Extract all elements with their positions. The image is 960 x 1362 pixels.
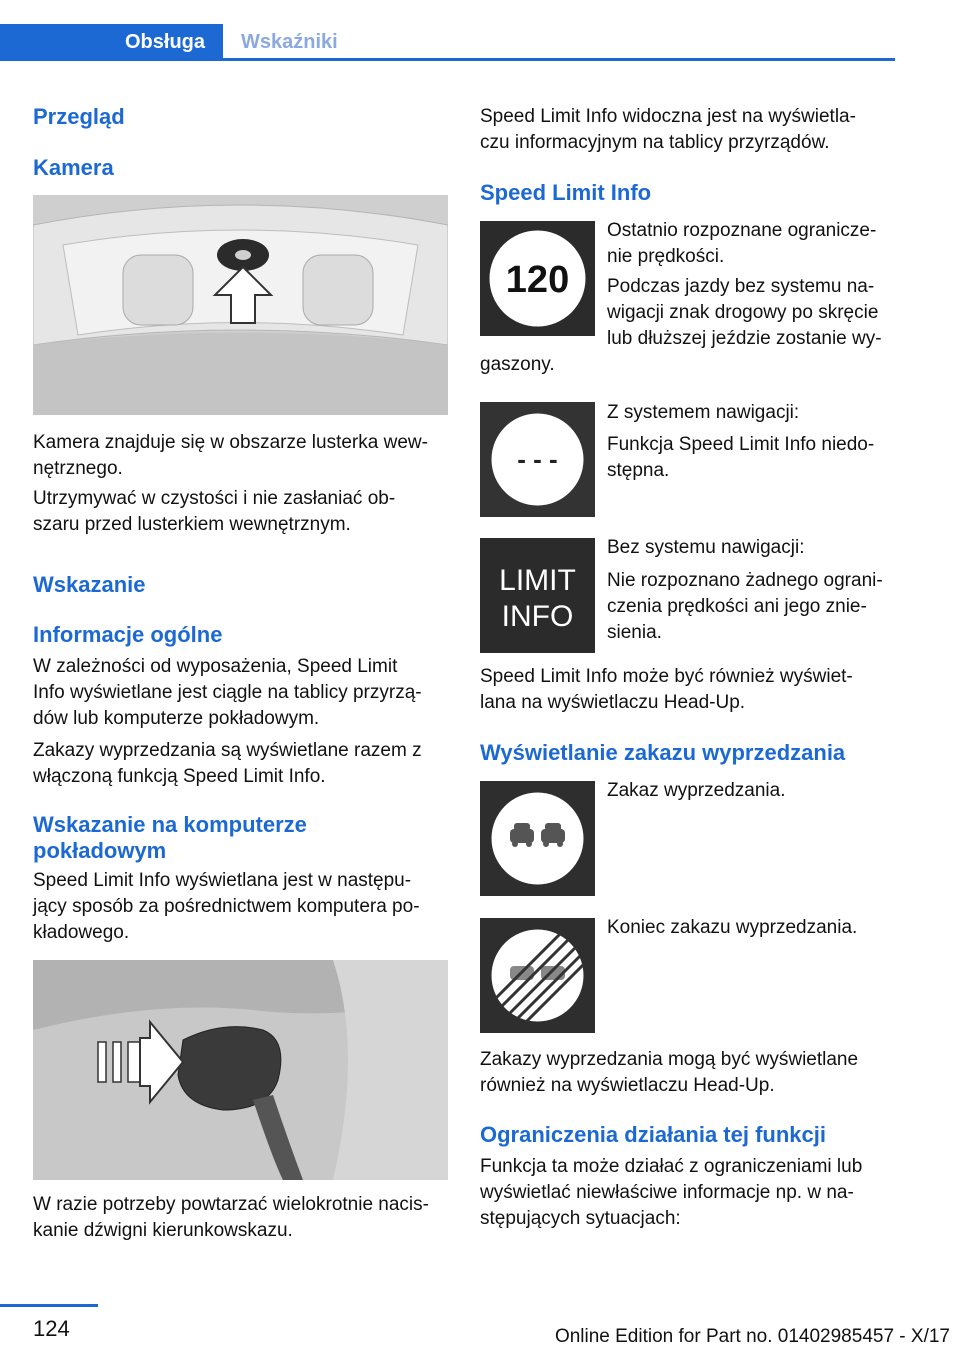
sign-120-text-2-continuation: gaszony. (480, 354, 555, 375)
stalk-instruction-text: W razie potrzeby powtarzać wielokrotnie nacis- kanie dźwigni kierunkowskazu. (33, 1194, 429, 1241)
page-header (0, 0, 895, 64)
heading-no-overtaking-display: Wyświetlanie zakazu wyprzedzania (480, 740, 846, 765)
header-divider (0, 58, 895, 61)
speed-limit-info-intro: Speed Limit Info widoczna jest na wyświetla- czu informacyjnym na tablicy przyrządów. (480, 106, 856, 153)
footer-divider (0, 1304, 98, 1307)
limit-info-sign (480, 538, 595, 653)
sign-dash-text-1: Z systemem nawigacji: (607, 402, 800, 423)
page-number: 124 (33, 1316, 70, 1341)
sign-120-text-2: Podczas jazdy bez systemu na- wigacji znak drogowy po skręcie lub dłuższej jeździe zostanie wy- (607, 276, 882, 349)
overtaking-info-text: Zakazy wyprzedzania są wyświetlane razem z włączoną funkcją Speed Limit Info. (33, 740, 422, 787)
end-no-overtaking-sign (480, 918, 595, 1033)
head-up-display-text: Speed Limit Info może być również wyświet- lana na wyświetlaczu Head-Up. (480, 666, 853, 713)
stalk-illustration (33, 960, 448, 1180)
heading-general-info: Informacje ogólne (33, 622, 223, 647)
speed-limit-unavailable-sign (480, 402, 595, 517)
camera-photo (33, 195, 448, 415)
general-info-text: W zależności od wyposażenia, Speed Limit Info wyświetlane jest ciągle na tablicy przyrzą- dów lub komputerze pokładowym. (33, 656, 422, 729)
end-no-overtaking-text: Koniec zakazu wyprzedzania. (607, 917, 858, 938)
speed-limit-120-sign (480, 221, 595, 336)
sign-120-text-1: Ostatnio rozpoznane ogranicze- nie prędkości. (607, 220, 877, 267)
tab-obsluga[interactable]: Obsługa (0, 24, 223, 58)
heading-overview: Przegląd (33, 104, 125, 129)
no-overtaking-text: Zakaz wyprzedzania. (607, 780, 786, 801)
heading-camera: Kamera (33, 155, 114, 180)
onboard-computer-text: Speed Limit Info wyświetlana jest w następu- jący sposób za pośrednictwem komputera po- kładowego. (33, 870, 420, 943)
camera-clean-text: Utrzymywać w czystości i nie zasłaniać ob- szaru przed lusterkiem wewnętrznym. (33, 488, 396, 535)
sign-limit-text-2: Nie rozpoznano żadnego ograni- czenia prędkości ani jego znie- sienia. (607, 570, 883, 643)
edition-info: Online Edition for Part no. 01402985457 - X/17 (554, 1326, 950, 1347)
sign-limit-line-1: LIMIT (499, 564, 576, 597)
sign-limit-text-1: Bez systemu nawigacji: (607, 537, 805, 558)
overtaking-hud-text: Zakazy wyprzedzania mogą być wyświetlane również na wyświetlaczu Head-Up. (480, 1049, 859, 1096)
no-overtaking-sign (480, 781, 595, 896)
sign-limit-line-2: INFO (501, 600, 574, 633)
turn-signal-stalk-photo (33, 960, 448, 1180)
heading-speed-limit-info: Speed Limit Info (480, 180, 652, 205)
heading-function-limits: Ograniczenia działania tej funkcji (480, 1122, 826, 1147)
camera-illustration (33, 195, 448, 415)
function-limits-text: Funkcja ta może działać z ograniczeniami lub wyświetlać niewłaściwe informacje np. w na- stępujących sytuacjach: (480, 1156, 863, 1229)
camera-location-text: Kamera znajduje się w obszarze lusterka wew- nętrznego. (33, 432, 428, 479)
sign-120-value: 120 (505, 259, 570, 301)
tab-wskazniki[interactable]: Wskaźniki (223, 24, 383, 58)
sign-dash-value: - - - (517, 444, 558, 474)
heading-display: Wskazanie (33, 572, 146, 597)
heading-onboard-computer: Wskazanie na komputerze pokładowym (33, 812, 307, 863)
sign-dash-text-2: Funkcja Speed Limit Info niedo- stępna. (607, 434, 875, 481)
